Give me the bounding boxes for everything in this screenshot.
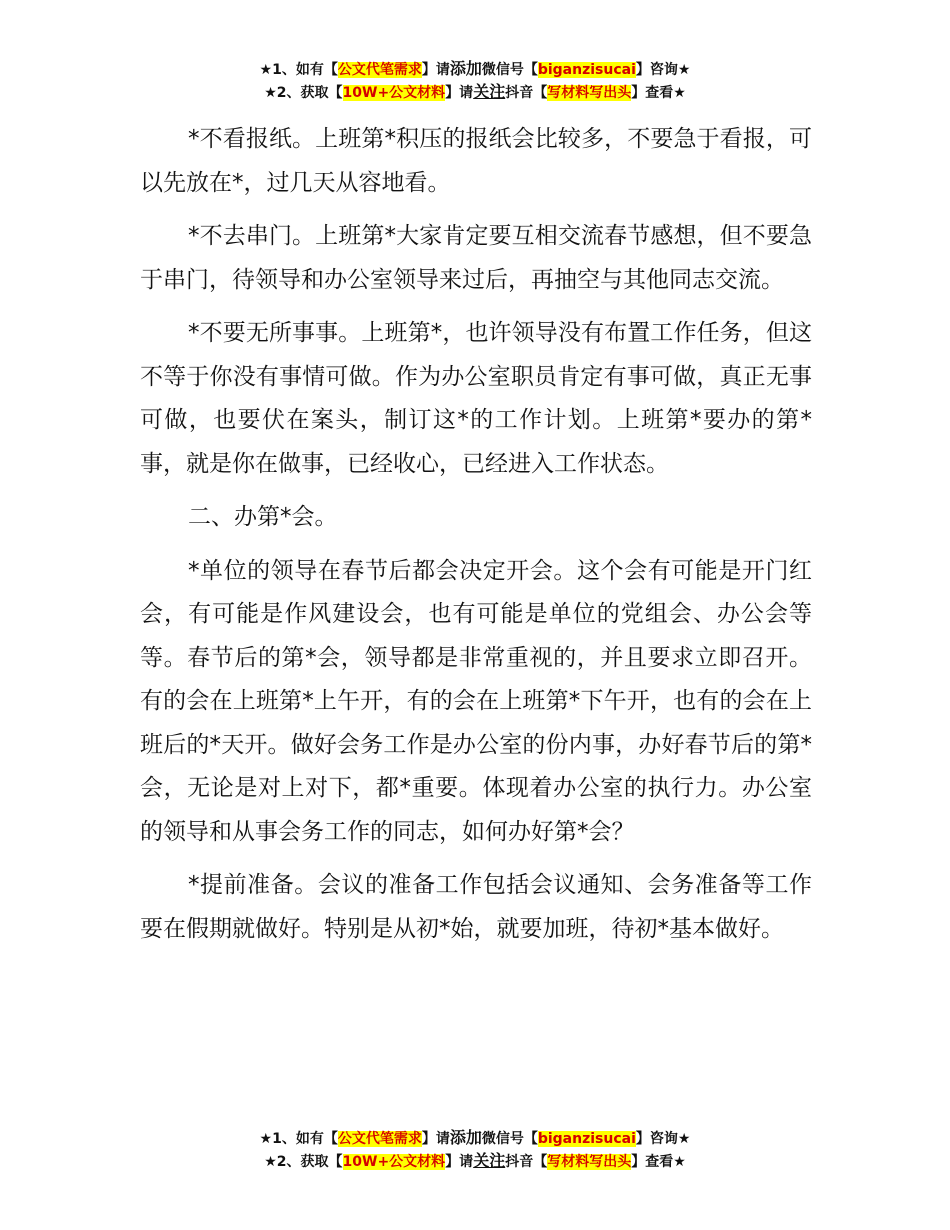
banner-text: ★1、如有【 (259, 62, 338, 78)
banner-text: 抖音【 (505, 1154, 548, 1170)
banner-line-2 (0, 81, 950, 104)
banner-text: 】查看★ (631, 1154, 686, 1170)
banner-text: 抖音【 (505, 85, 548, 101)
banner-wechat-id: biganzisucai (537, 62, 636, 78)
banner-line-2 (0, 1150, 950, 1173)
banner-douyin-id: 写材料写出头 (547, 1154, 632, 1170)
banner-text: ★2、获取【 (264, 85, 343, 101)
banner-emphasis: 关注 (473, 82, 506, 101)
banner-line-1 (0, 58, 950, 81)
banner-text: 】请 (445, 85, 474, 101)
banner-text: 】咨询★ (635, 62, 691, 78)
banner-highlight: 10W+公文材料 (342, 85, 446, 101)
banner-text: ★2、获取【 (264, 1154, 343, 1170)
paragraph: *单位的领导在春节后都会决定开会。这个会有可能是开门红会，有可能是作风建设会，也有可能是单位的党组会、办公会等等。春节后的第*会，领导都是非常重视的，并且要求立即召开。有的会在上班第*上午开，有的会在上班第*下午开，也有的会在上班后的*天开。做好会务工作是办公室的份内事，办好春节后的第*会，无论是对上对下，都*重要。体现着办公室的执行力。办公室的领导和从事会务工作的同志，如何办好第*会？ (140, 557, 812, 845)
banner-wechat-id: biganzisucai (537, 1131, 636, 1147)
banner-text: 】查看★ (631, 85, 686, 101)
banner-emphasis: 添加 (449, 59, 482, 78)
paragraph: *不去串门。上班第*大家肯定要互相交流春节感想，但不要急于串门，待领导和办公室领导来过后，再抽空与其他同志交流。 (140, 223, 812, 293)
banner-text: 】咨询★ (635, 1131, 691, 1147)
paragraph: *不要无所事事。上班第*，也许领导没有布置工作任务，但这不等于你没有事情可做。作为办公室职员肯定有事可做，真正无事可做，也要伏在案头，制订这*的工作计划。上班第*要办的第*事，就是你在做事，已经收心，已经进入工作状态。 (140, 320, 812, 477)
document-body (140, 118, 812, 961)
banner-highlight: 公文代笔需求 (337, 62, 422, 78)
banner-line-1 (0, 1127, 950, 1150)
banner-text: 】请 (445, 1154, 474, 1170)
banner-emphasis: 添加 (449, 1128, 482, 1147)
banner-text: 】请 (421, 62, 450, 78)
banner-douyin-id: 写材料写出头 (547, 85, 632, 101)
banner-text: 】请 (421, 1131, 450, 1147)
banner-emphasis: 关注 (473, 1151, 506, 1170)
banner-text: ★1、如有【 (259, 1131, 338, 1147)
paragraph: *不看报纸。上班第*积压的报纸会比较多，不要急于看报，可以先放在*，过几天从容地看。 (140, 126, 812, 196)
banner-text: 微信号【 (481, 62, 538, 78)
header-banner (0, 58, 950, 104)
section-heading: 二、办第*会。 (188, 504, 338, 530)
banner-highlight: 10W+公文材料 (342, 1154, 446, 1170)
paragraph: *提前准备。会议的准备工作包括会议通知、会务准备等工作要在假期就做好。特别是从初*始，就要加班，待初*基本做好。 (140, 872, 812, 942)
banner-text: 微信号【 (481, 1131, 538, 1147)
footer-banner (0, 1127, 950, 1173)
banner-highlight: 公文代笔需求 (337, 1131, 422, 1147)
